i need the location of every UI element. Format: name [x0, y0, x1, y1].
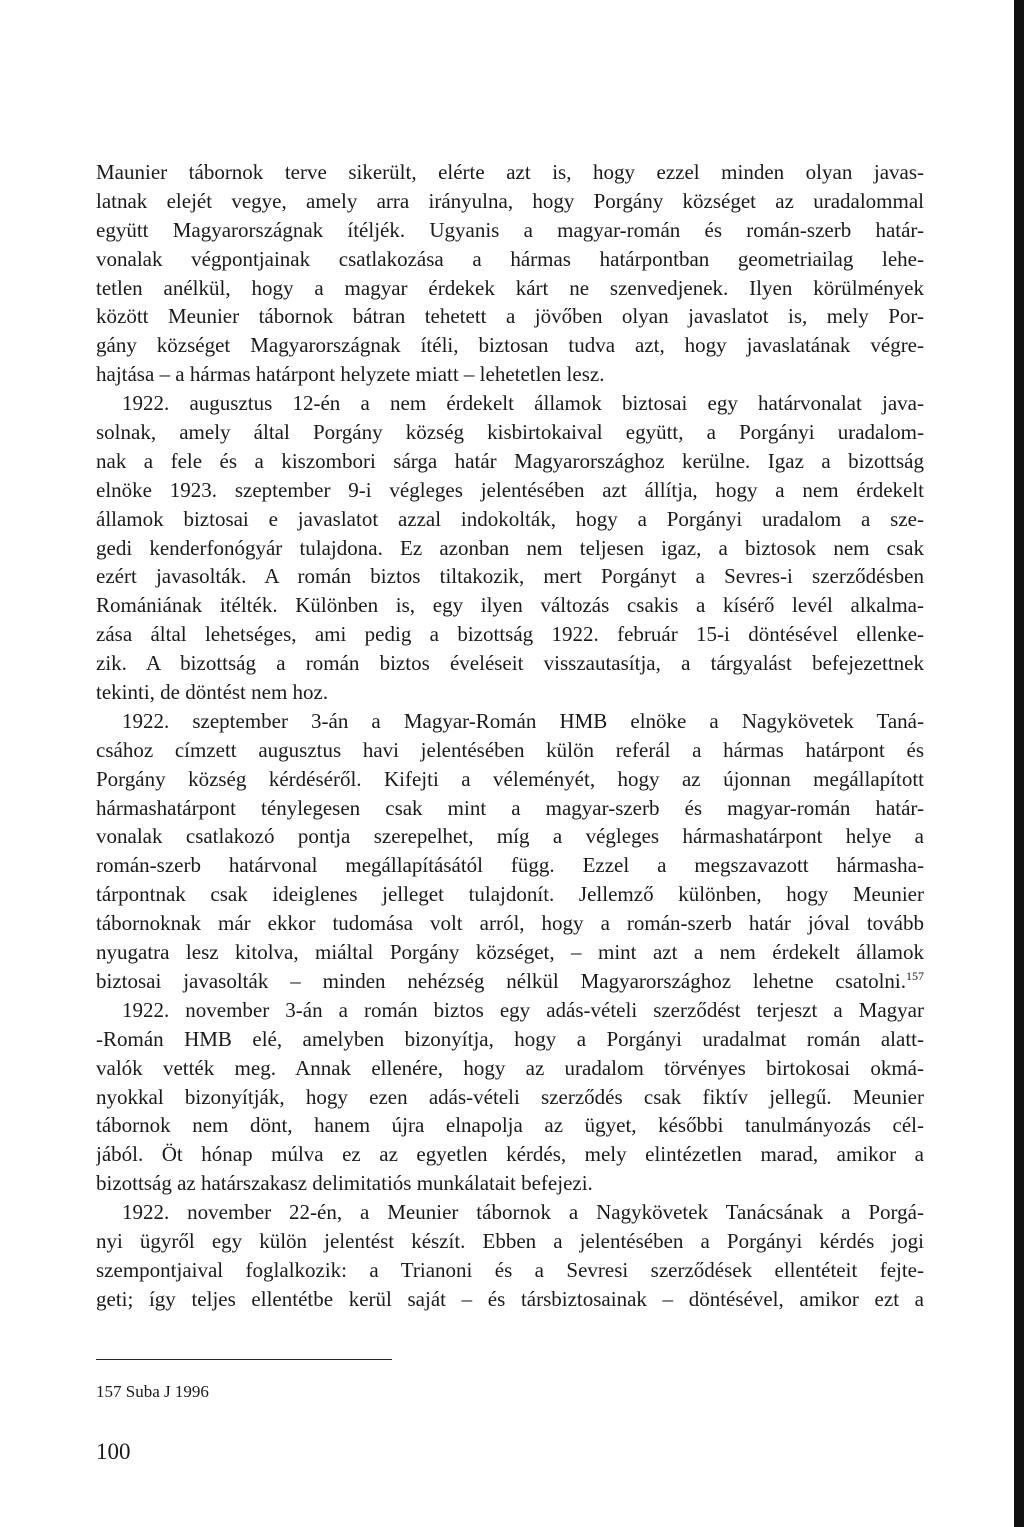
text-line-content: államok biztosai e javaslatot azzal indokolták, hogy a Porgányi uradalom a sze- — [96, 506, 924, 531]
text-line-content: Romániának itélték. Különben is, egy ilyen változás csakis a kísérő levél alkalma- — [96, 593, 924, 618]
text-line-content: latnak elejét vegye, amely arra irányulna, hogy Porgány községet az uradalommal — [96, 188, 924, 213]
text-line-content: ezért javasolták. A román biztos tiltakozik, mert Porgányt a Sevres-i szerződésben — [96, 564, 924, 589]
body-text — [96, 158, 924, 1314]
text-line — [96, 331, 924, 360]
text-line — [96, 678, 924, 707]
text-line-content: hajtása – a hármas határpont helyzete miatt – lehetetlen lesz. — [96, 362, 605, 387]
text-line-content: zása által lehetséges, ami pedig a bizottság 1922. február 15-i döntésével ellenke- — [96, 622, 924, 647]
text-line — [96, 418, 924, 447]
text-line — [96, 620, 924, 649]
text-line-content: román-szerb határvonal megállapításától függ. Ezzel a megszavazott hármasha- — [96, 853, 924, 878]
text-line — [96, 274, 924, 303]
text-line — [96, 822, 924, 851]
text-line — [96, 302, 924, 331]
page-number: 100 — [96, 1439, 131, 1464]
text-line — [96, 158, 924, 187]
text-line — [96, 649, 924, 678]
text-line-content: 1922. november 3-án a román biztos egy adás-vételi szerződést terjeszt a Magyar — [122, 997, 924, 1022]
text-line — [96, 736, 924, 765]
text-line-content: Porgány község kérdéséről. Kifejti a véleményét, hogy az újonnan megállapított — [96, 766, 924, 791]
footnote-reference: 157 — [906, 968, 924, 983]
text-line — [96, 1256, 924, 1285]
text-line — [96, 591, 924, 620]
text-line — [96, 851, 924, 880]
text-line-content: jából. Öt hónap múlva ez az egyetlen kérdés, mely elintézetlen marad, amikor a — [96, 1142, 924, 1167]
footnote-separator — [96, 1359, 392, 1360]
text-line — [96, 1054, 924, 1083]
text-line — [96, 476, 924, 505]
text-line-content: együtt Magyarországnak ítéljék. Ugyanis a magyar-román és román-szerb határ- — [96, 217, 924, 242]
text-line-content: csához címzett augusztus havi jelentésében külön referál a hármas határpont és — [96, 737, 924, 762]
scan-edge — [1014, 0, 1024, 1527]
text-line — [96, 562, 924, 591]
text-line-content: vonalak csatlakozó pontja szerepelhet, míg a végleges hármashatárpont helye a — [96, 824, 924, 849]
text-line-content: Maunier tábornok terve sikerült, elérte azt is, hogy ezzel minden olyan javas- — [96, 160, 924, 184]
text-line-content: 1922. szeptember 3-án a Magyar-Román HMB elnöke a Nagykövetek Taná- — [122, 708, 924, 733]
text-line — [96, 1111, 924, 1140]
text-line — [96, 1198, 924, 1227]
text-line — [96, 245, 924, 274]
text-line — [96, 765, 924, 794]
text-line-content: nak a fele és a kiszombori sárga határ Magyarországhoz kerülne. Igaz a bizottság — [96, 448, 924, 473]
text-line-content: bizottság az határszakasz delimitatiós munkálatait befejezi. — [96, 1171, 593, 1196]
text-line-content: gány községet Magyarországnak ítéli, biztosan tudva azt, hogy javaslatának végre- — [96, 333, 924, 358]
text-line-content: valók vették meg. Annak ellenére, hogy az uradalom törvényes birtokosai okmá- — [96, 1055, 924, 1080]
text-line-content: -Román HMB elé, amelyben bizonyítja, hogy a Porgányi uradalmat román alatt- — [96, 1026, 924, 1051]
text-line — [96, 1140, 924, 1169]
text-line — [96, 534, 924, 563]
text-line — [96, 389, 924, 418]
text-line-content: tárpontnak csak ideiglenes jelleget tulajdonít. Jellemző különben, hogy Meunier — [96, 882, 924, 907]
text-line — [96, 967, 924, 996]
text-line — [96, 938, 924, 967]
text-line-content: tábornoknak már ekkor tudomása volt arról, hogy a román-szerb határ jóval tovább — [96, 911, 924, 936]
text-line-content: hármashatárpont ténylegesen csak mint a magyar-szerb és magyar-román határ- — [96, 795, 924, 820]
text-line-content: 1922. augusztus 12-én a nem érdekelt államok biztosai egy határvonalat java- — [122, 391, 924, 416]
text-line — [96, 1227, 924, 1256]
text-line-content: nyi ügyről egy külön jelentést készít. Ebben a jelentésében a Porgányi kérdés jogi — [96, 1228, 924, 1253]
text-line-content: elnöke 1923. szeptember 9-i végleges jelentésében azt állítja, hogy a nem érdekelt — [96, 477, 924, 502]
text-line-content: szempontjaival foglalkozik: a Trianoni és a Sevresi szerződések ellentéteit fejte- — [96, 1257, 924, 1282]
text-line — [96, 1025, 924, 1054]
text-line — [96, 1169, 924, 1198]
text-line-content: gedi kenderfonógyár tulajdona. Ez azonban nem teljesen igaz, a biztosok nem csak — [96, 535, 924, 560]
text-line — [96, 187, 924, 216]
text-line — [96, 447, 924, 476]
text-line-content: zik. A bizottság a román biztos éveléseit visszautasítja, a tárgyalást befejezettnek — [96, 651, 924, 676]
text-line-content: tekinti, de döntést nem hoz. — [96, 680, 329, 705]
text-line — [96, 707, 924, 736]
text-line-content: tábornok nem dönt, hanem újra elnapolja az ügyet, későbbi tanulmányozás cél- — [96, 1113, 924, 1138]
text-line — [96, 1083, 924, 1112]
text-line — [96, 505, 924, 534]
text-line-content: 1922. november 22-én, a Meunier tábornok a Nagykövetek Tanácsának a Porgá- — [122, 1200, 924, 1225]
text-line-content: nyokkal bizonyítják, hogy ezen adás-vételi szerződés csak fiktív jellegű. Meunier — [96, 1084, 924, 1109]
text-line-content: vonalak végpontjainak csatlakozása a hármas határpontban geometriailag lehe- — [96, 246, 924, 271]
footnote: 157 Suba J 1996 — [96, 1382, 209, 1401]
text-line-content: geti; így teljes ellentétbe kerül saját – és társbiztosainak – döntésével, amikor ezt a — [96, 1286, 924, 1311]
text-line-content: között Meunier tábornok bátran tehetett a jövőben olyan javaslatot is, mely Por- — [96, 304, 924, 329]
text-line-content: biztosai javasolták – minden nehézség nélkül Magyarországhoz lehetne csatolni. — [96, 968, 906, 993]
text-line — [96, 880, 924, 909]
text-line — [96, 909, 924, 938]
text-line — [96, 1285, 924, 1314]
text-line-content: tetlen anélkül, hogy a magyar érdekek kárt ne szenvedjenek. Ilyen körülmények — [96, 275, 924, 300]
text-line-content: solnak, amely által Porgány község kisbirtokaival együtt, a Porgányi uradalom- — [96, 420, 924, 445]
text-line — [96, 794, 924, 823]
text-line — [96, 216, 924, 245]
text-line — [96, 996, 924, 1025]
text-line — [96, 360, 924, 389]
text-line-content: nyugatra lesz kitolva, miáltal Porgány községet, – mint azt a nem érdekelt államok — [96, 940, 924, 965]
